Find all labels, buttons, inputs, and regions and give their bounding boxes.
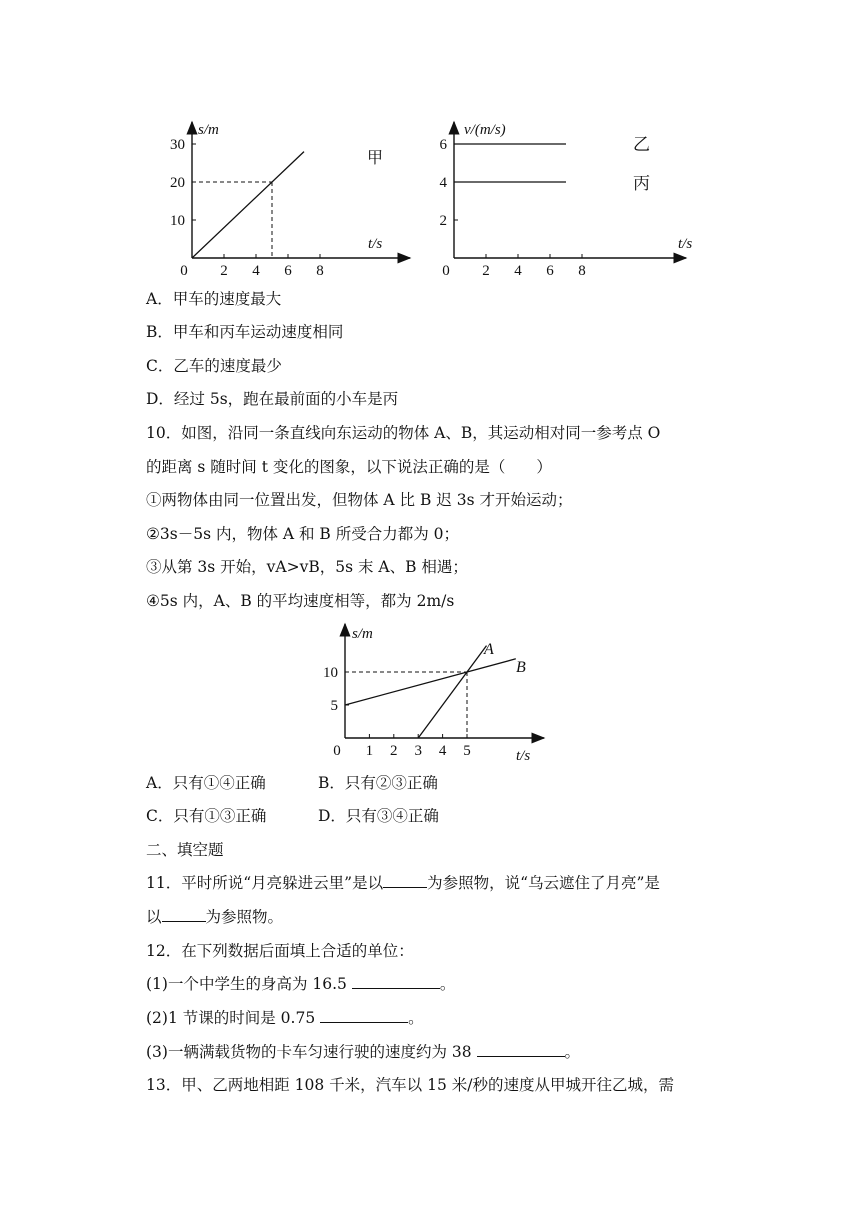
- q11-blank-1: [383, 873, 427, 888]
- q13-stem: 13．甲、乙两地相距 108 千米，汽车以 15 米/秒的速度从甲城开往乙城，需: [146, 1076, 674, 1094]
- q12-stem: 12．在下列数据后面填上合适的单位：: [146, 942, 414, 960]
- q11-text-3: 以: [146, 908, 162, 926]
- x-tick-label: 4: [514, 263, 522, 279]
- q10-statement-2: ②3s－5s 内，物体 A 和 B 所受合力都为 0；: [146, 525, 460, 543]
- series-label-1: 乙: [633, 135, 650, 154]
- q12-blank-3: [477, 1042, 565, 1057]
- q12-item-1-text: (1)一个中学生的身高为 16.5: [146, 975, 352, 993]
- q10-stem-line1: 10．如图，沿同一条直线向东运动的物体 A、B，其运动相对同一参考点 O: [146, 424, 661, 442]
- q11-blank-2: [162, 907, 206, 922]
- y-tick-label: 20: [170, 175, 185, 191]
- q10-option-c: C．只有①③正确: [146, 807, 267, 825]
- section-title: 二、填空题: [146, 841, 224, 859]
- x-tick-label: 4: [438, 743, 447, 759]
- q9-option-a: A．甲车的速度最大: [146, 290, 282, 308]
- q10-statement-3: ③从第 3s 开始，vA>vB，5s 末 A、B 相遇；: [146, 558, 468, 576]
- y-tick-label: 4: [439, 175, 447, 191]
- series-line-1: [192, 152, 304, 258]
- q10-statement-1: ①两物体由同一位置出发，但物体 A 比 B 迟 3s 才开始运动；: [146, 491, 573, 509]
- q11-line1: [146, 873, 660, 893]
- x-axis-label: t/s: [368, 236, 383, 252]
- x-tick-label: 0: [442, 263, 450, 279]
- q12-item-3: [146, 1042, 580, 1062]
- x-tick-label: 2: [220, 263, 228, 279]
- x-tick-label: 8: [316, 263, 324, 279]
- q12-item-1-end: 。: [439, 975, 456, 993]
- x-tick-label: 3: [414, 743, 422, 759]
- q9-option-c: C．乙车的速度最少: [146, 357, 282, 375]
- x-tick-label: 2: [390, 743, 398, 759]
- series-label-1: 甲: [367, 150, 384, 167]
- q12-item-3-end: 。: [564, 1043, 581, 1061]
- q11-text-4: 为参照物。: [205, 908, 284, 926]
- x-tick-label: 0: [180, 263, 188, 279]
- q12-item-2: [146, 1008, 424, 1028]
- y-tick-label: 6: [439, 137, 447, 153]
- chart-yi-bing-vt: [420, 118, 693, 279]
- x-axis-label: t/s: [678, 236, 693, 252]
- x-tick-label: 0: [333, 743, 341, 759]
- q12-item-3-text: (3)一辆满载货物的卡车匀速行驶的速度约为 38: [146, 1043, 477, 1061]
- q10-statement-4: ④5s 内，A、B 的平均速度相等，都为 2m/s: [146, 592, 455, 610]
- q9-option-b: B．甲车和丙车运动速度相同: [146, 323, 344, 341]
- q12-blank-1: [352, 974, 440, 989]
- y-tick-label: 10: [170, 213, 185, 229]
- q11-text-1: 11．平时所说“月亮躲进云里”是以: [146, 874, 384, 892]
- series-line-1: [418, 646, 486, 738]
- x-tick-label: 1: [365, 743, 374, 759]
- q10-option-b: B．只有②③正确: [318, 774, 438, 792]
- y-tick-label: 5: [330, 698, 338, 714]
- series-label-2: B: [516, 659, 526, 676]
- q10-stem-line2: 的距离 s 随时间 t 变化的图象，以下说法正确的是（ ）: [146, 458, 552, 476]
- x-tick-label: 4: [252, 263, 260, 279]
- x-axis-label: t/s: [516, 748, 531, 764]
- x-tick-label: 6: [546, 263, 554, 279]
- q10-option-a: A．只有①④正确: [146, 774, 266, 792]
- x-tick-label: 6: [284, 263, 292, 279]
- q11-line2: [146, 907, 283, 927]
- x-tick-label: 8: [578, 263, 586, 279]
- y-tick-label: 30: [170, 137, 185, 153]
- y-axis-label: s/m: [352, 626, 373, 642]
- y-axis-label: v/(m/s): [464, 122, 506, 138]
- series-line-2: [345, 659, 516, 705]
- y-axis-label: s/m: [198, 122, 219, 138]
- chart-ab-st: [318, 620, 548, 770]
- q12-item-2-text: (2)1 节课的时间是 0.75: [146, 1009, 321, 1027]
- series-label-1: A: [484, 641, 494, 658]
- q11-text-2: 为参照物，说“乌云遮住了月亮”是: [427, 874, 660, 892]
- x-tick-label: 2: [482, 263, 490, 279]
- q9-option-d: D．经过 5s，跑在最前面的小车是丙: [146, 390, 399, 408]
- chart-jia-st: [160, 118, 420, 278]
- series-label-2: 丙: [633, 174, 650, 193]
- x-tick-label: 5: [463, 743, 471, 759]
- q12-item-2-end: 。: [408, 1009, 424, 1027]
- q12-item-1: [146, 974, 455, 994]
- y-tick-label: 10: [323, 665, 338, 681]
- y-tick-label: 2: [439, 213, 447, 229]
- q10-option-d: D．只有③④正确: [318, 807, 439, 825]
- q12-blank-2: [320, 1008, 408, 1023]
